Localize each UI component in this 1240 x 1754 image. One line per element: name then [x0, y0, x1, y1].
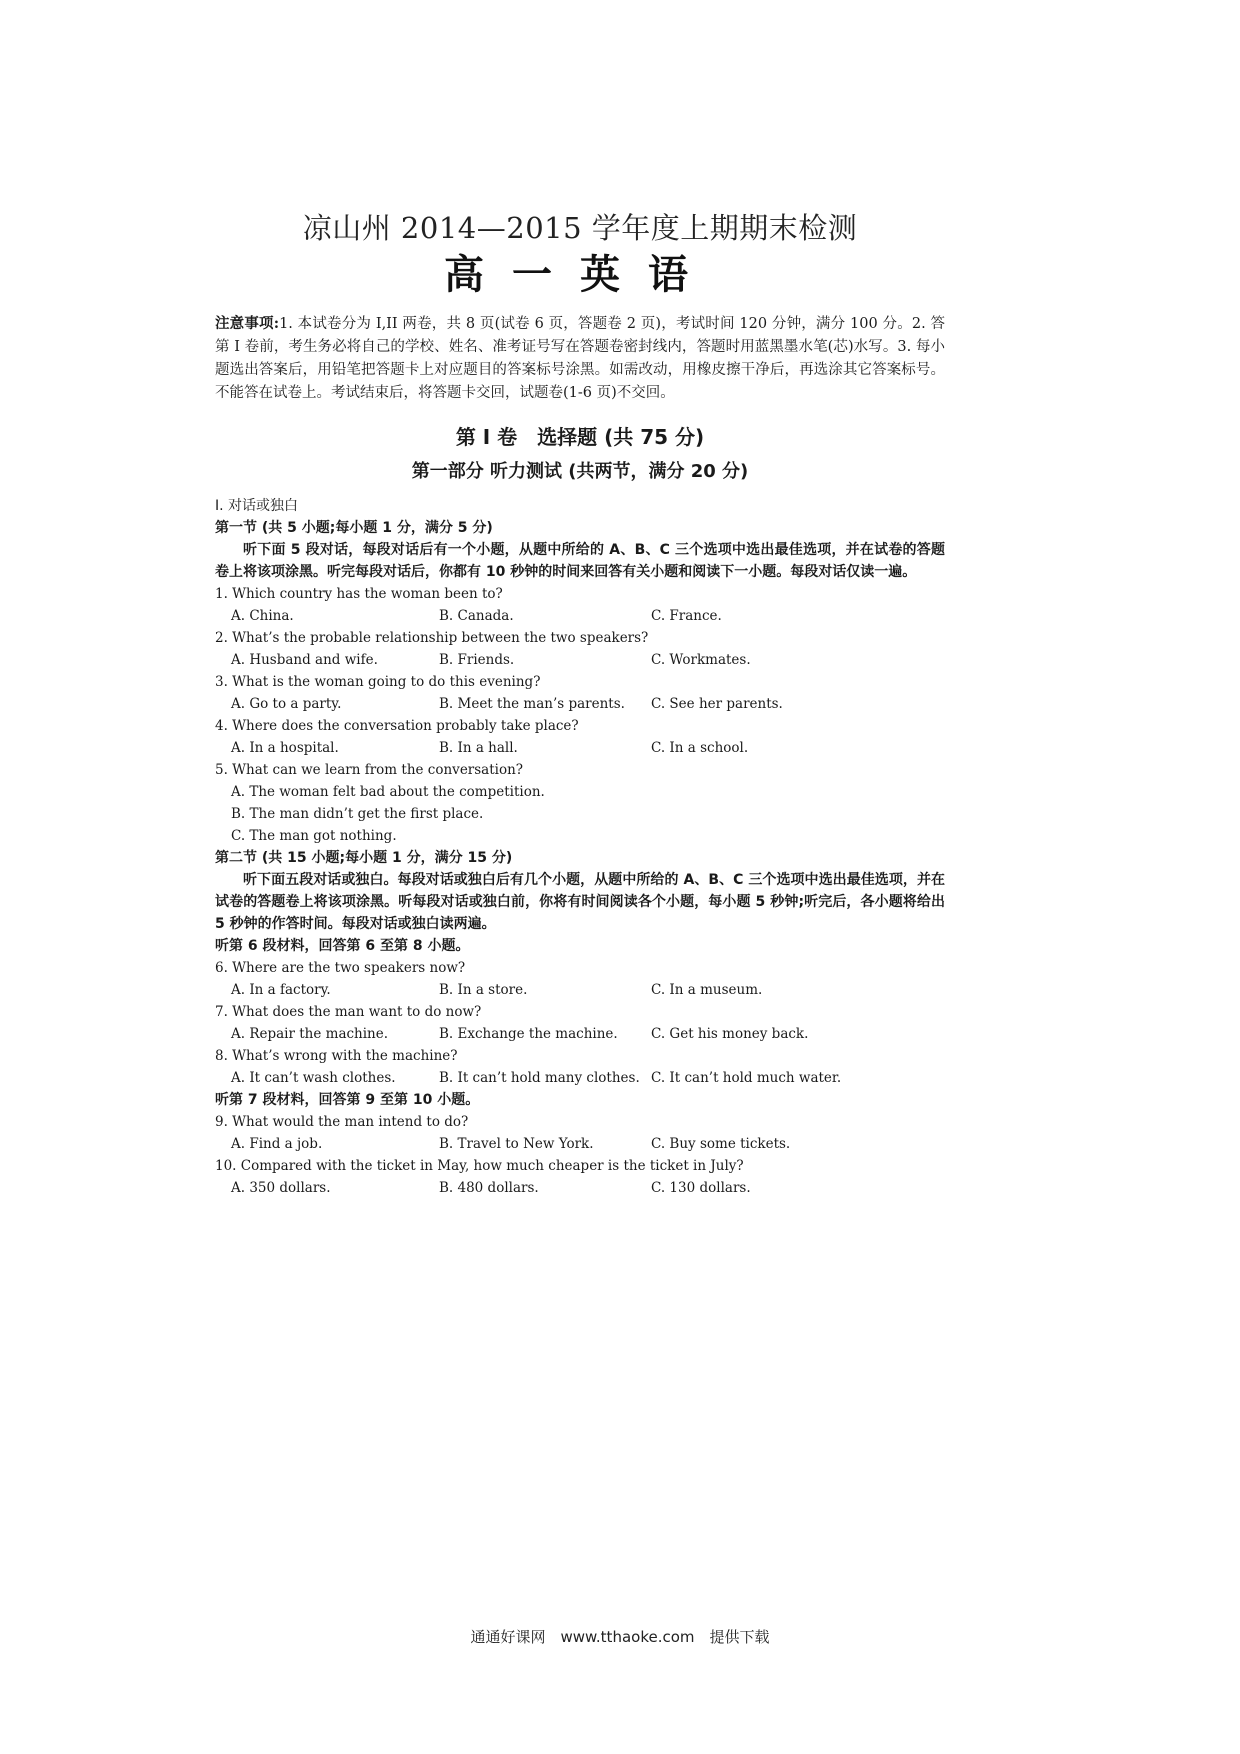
question-3: [215, 671, 945, 715]
section1-instructions: 听下面 5 段对话，每段对话后有一个小题，从题中所给的 A、B、C 三个选项中选出最佳选项，并在试卷的答题卷上将该项涂黑。听完每段对话后，你都有 10 秒钟的时间来回答有关小题和阅读下一小题。每段对话仅读一遍。: [215, 542, 945, 580]
option-c: C. In a museum.: [651, 982, 763, 998]
option-b: B. It can’t hold many clothes.: [439, 1070, 640, 1086]
option-a: A. Find a job.: [231, 1136, 323, 1152]
option-b: B. In a hall.: [439, 740, 518, 756]
exam-title: 凉山州 2014—2015 学年度上期期末检测: [302, 211, 858, 245]
option-list: [215, 781, 945, 847]
notice-text: 1. 本试卷分为 I,II 两卷，共 8 页(试卷 6 页，答题卷 2 页)，考试时间 120 分钟，满分 100 分。2. 答第 I 卷前，考生务必将自己的学校、姓名、准考证号写在答题卷密封线内，答题时用蓝黑墨水笔(芯)水写。3. 每小题选出答案后，用铅笔把答题卡上对应题目的答案标号涂黑。如需改动，用橡皮擦干净后，再选涂其它答案标号。不能答在试卷上。考试结束后，将答题卡交回，试题卷(1-6 页)不交回。: [215, 316, 945, 401]
question-text: 10. Compared with the ticket in May, how much cheaper is the ticket in July?: [215, 1158, 744, 1174]
question-1: [215, 583, 945, 627]
option-a: A. 350 dollars.: [231, 1180, 331, 1196]
option-row: [215, 605, 945, 627]
question-5: [215, 759, 945, 847]
option-row: [215, 1133, 945, 1155]
subject-title: 高一英语: [444, 252, 716, 298]
option-b: B. Canada.: [439, 608, 514, 624]
material-7-heading: 听第 7 段材料，回答第 9 至第 10 小题。: [215, 1092, 480, 1108]
option-c: C. Buy some tickets.: [651, 1136, 791, 1152]
option-c: C. In a school.: [651, 740, 749, 756]
option-b: B. Meet the man’s parents.: [439, 696, 625, 712]
option-row: [215, 649, 945, 671]
option-row: [215, 737, 945, 759]
option-a: A. China.: [231, 608, 294, 624]
question-text: 9. What would the man intend to do?: [215, 1114, 469, 1130]
question-text: 6. Where are the two speakers now?: [215, 960, 466, 976]
option-a: A. Repair the machine.: [231, 1026, 389, 1042]
part-title: 第一部分 听力测试 (共两节，满分 20 分): [411, 461, 749, 482]
option-c: C. Get his money back.: [651, 1026, 809, 1042]
option-row: [215, 1177, 945, 1199]
question-text: 8. What’s wrong with the machine?: [215, 1048, 458, 1064]
option-b: B. Friends.: [439, 652, 515, 668]
option-row: [215, 979, 945, 1001]
question-10: [215, 1155, 945, 1199]
option-c: C. 130 dollars.: [651, 1180, 751, 1196]
option-a: A. Go to a party.: [231, 696, 342, 712]
question-text: 1. Which country has the woman been to?: [215, 586, 503, 602]
notice-paragraph: [215, 312, 945, 405]
option-a: A. In a hospital.: [231, 740, 339, 756]
material-6-heading: 听第 6 段材料，回答第 6 至第 8 小题。: [215, 938, 470, 954]
volume-title: 第 I 卷 选择题 (共 75 分): [455, 425, 705, 449]
option-a: A. In a factory.: [231, 982, 331, 998]
option-a: A. It can’t wash clothes.: [231, 1070, 396, 1086]
question-4: [215, 715, 945, 759]
option-b: B. The man didn’t get the first place.: [231, 806, 484, 822]
exam-page: [215, 208, 945, 1199]
section2-instructions: 听下面五段对话或独白。每段对话或独白后有几个小题，从题中所给的 A、B、C 三个选项中选出最佳选项，并在试卷的答题卷上将该项涂黑。听每段对话或独白前，你将有时间阅读各个小题，每小题 5 秒钟;听完后，各小题将给出 5 秒钟的作答时间。每段对话或独白读两遍。: [215, 872, 945, 932]
question-text: 2. What’s the probable relationship between the two speakers?: [215, 630, 649, 646]
question-6: [215, 957, 945, 1001]
section1-title: 第一节 (共 5 小题;每小题 1 分，满分 5 分): [215, 520, 493, 536]
section2-title: 第二节 (共 15 小题;每小题 1 分，满分 15 分): [215, 850, 513, 866]
question-7: [215, 1001, 945, 1045]
question-9: [215, 1111, 945, 1155]
option-b: B. Exchange the machine.: [439, 1026, 618, 1042]
option-row: [215, 1067, 945, 1089]
option-b: B. 480 dollars.: [439, 1180, 539, 1196]
question-2: [215, 627, 945, 671]
question-8: [215, 1045, 945, 1089]
question-text: 3. What is the woman going to do this evening?: [215, 674, 541, 690]
option-b: B. In a store.: [439, 982, 528, 998]
option-b: B. Travel to New York.: [439, 1136, 594, 1152]
download-footer: 通通好课网 www.tthaoke.com 提供下载: [470, 1628, 770, 1646]
notice-label: 注意事项:: [215, 315, 280, 332]
question-text: 4. Where does the conversation probably take place?: [215, 718, 579, 734]
option-c: C. The man got nothing.: [231, 828, 397, 844]
question-text: 5. What can we learn from the conversation?: [215, 762, 524, 778]
option-c: C. It can’t hold much water.: [651, 1070, 842, 1086]
question-text: 7. What does the man want to do now?: [215, 1004, 482, 1020]
option-row: [215, 693, 945, 715]
option-row: [215, 1023, 945, 1045]
section-intro: I. 对话或独白: [215, 498, 299, 514]
option-c: C. Workmates.: [651, 652, 751, 668]
option-c: C. See her parents.: [651, 696, 783, 712]
option-a: A. The woman felt bad about the competition.: [231, 784, 545, 800]
option-c: C. France.: [651, 608, 722, 624]
option-a: A. Husband and wife.: [231, 652, 378, 668]
